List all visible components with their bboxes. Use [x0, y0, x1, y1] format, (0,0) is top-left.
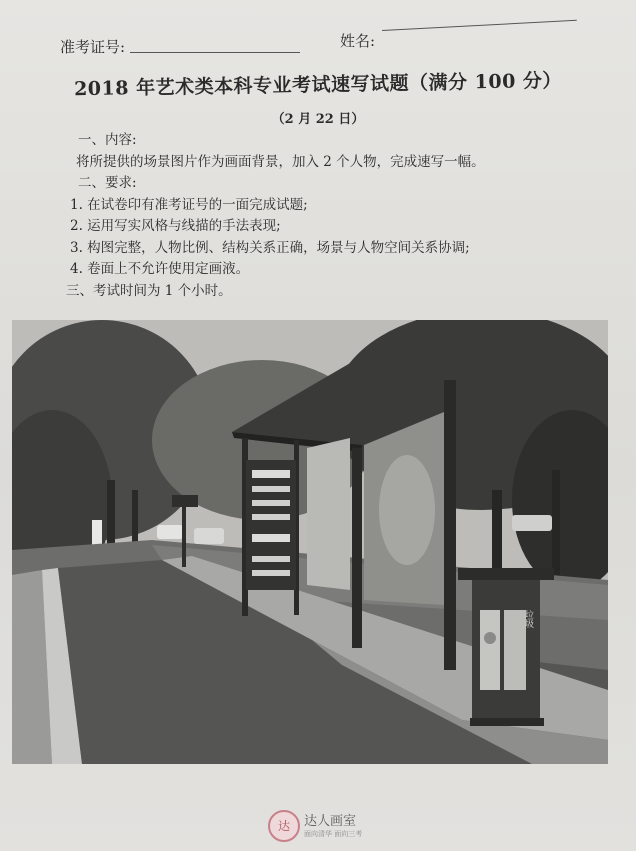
exam-id-blank	[130, 52, 300, 53]
footer-branding	[268, 808, 408, 844]
instructions	[66, 130, 485, 302]
requirement-4: 4. 卷面上不允许使用定画液。	[70, 261, 250, 277]
requirement-1: 1. 在试卷印有准考证号的一面完成试题;	[70, 196, 308, 213]
exam-id-label: 准考证号:	[60, 38, 126, 56]
requirement-3: 3. 构图完整，人物比例、结构关系正确，场景与人物空间关系协调;	[70, 239, 470, 256]
brand-name: 达人画室	[304, 814, 357, 829]
section-content-heading: 一、内容:	[78, 132, 137, 148]
section-requirements-heading: 二、要求:	[78, 175, 137, 191]
name-label: 姓名:	[340, 32, 376, 50]
name-blank	[382, 20, 577, 31]
requirement-2: 2. 运用写实风格与线描的手法表现;	[70, 218, 281, 234]
exam-title: 2018 年艺术类本科专业考试速写试题（满分 100 分）	[73, 69, 563, 101]
section-content-text: 将所提供的场景图片作为画面背景，加入 2 个人物，完成速写一幅。	[76, 153, 485, 170]
exam-date: （2 月 22 日）	[271, 112, 365, 127]
brand-logo: 达	[268, 810, 300, 842]
section-time: 三、考试时间为 1 个小时。	[66, 282, 232, 299]
brand-slogan: 面向清华 面向三考	[304, 830, 363, 838]
scene-photo	[12, 320, 608, 764]
bin-label: 垃圾	[523, 610, 533, 628]
